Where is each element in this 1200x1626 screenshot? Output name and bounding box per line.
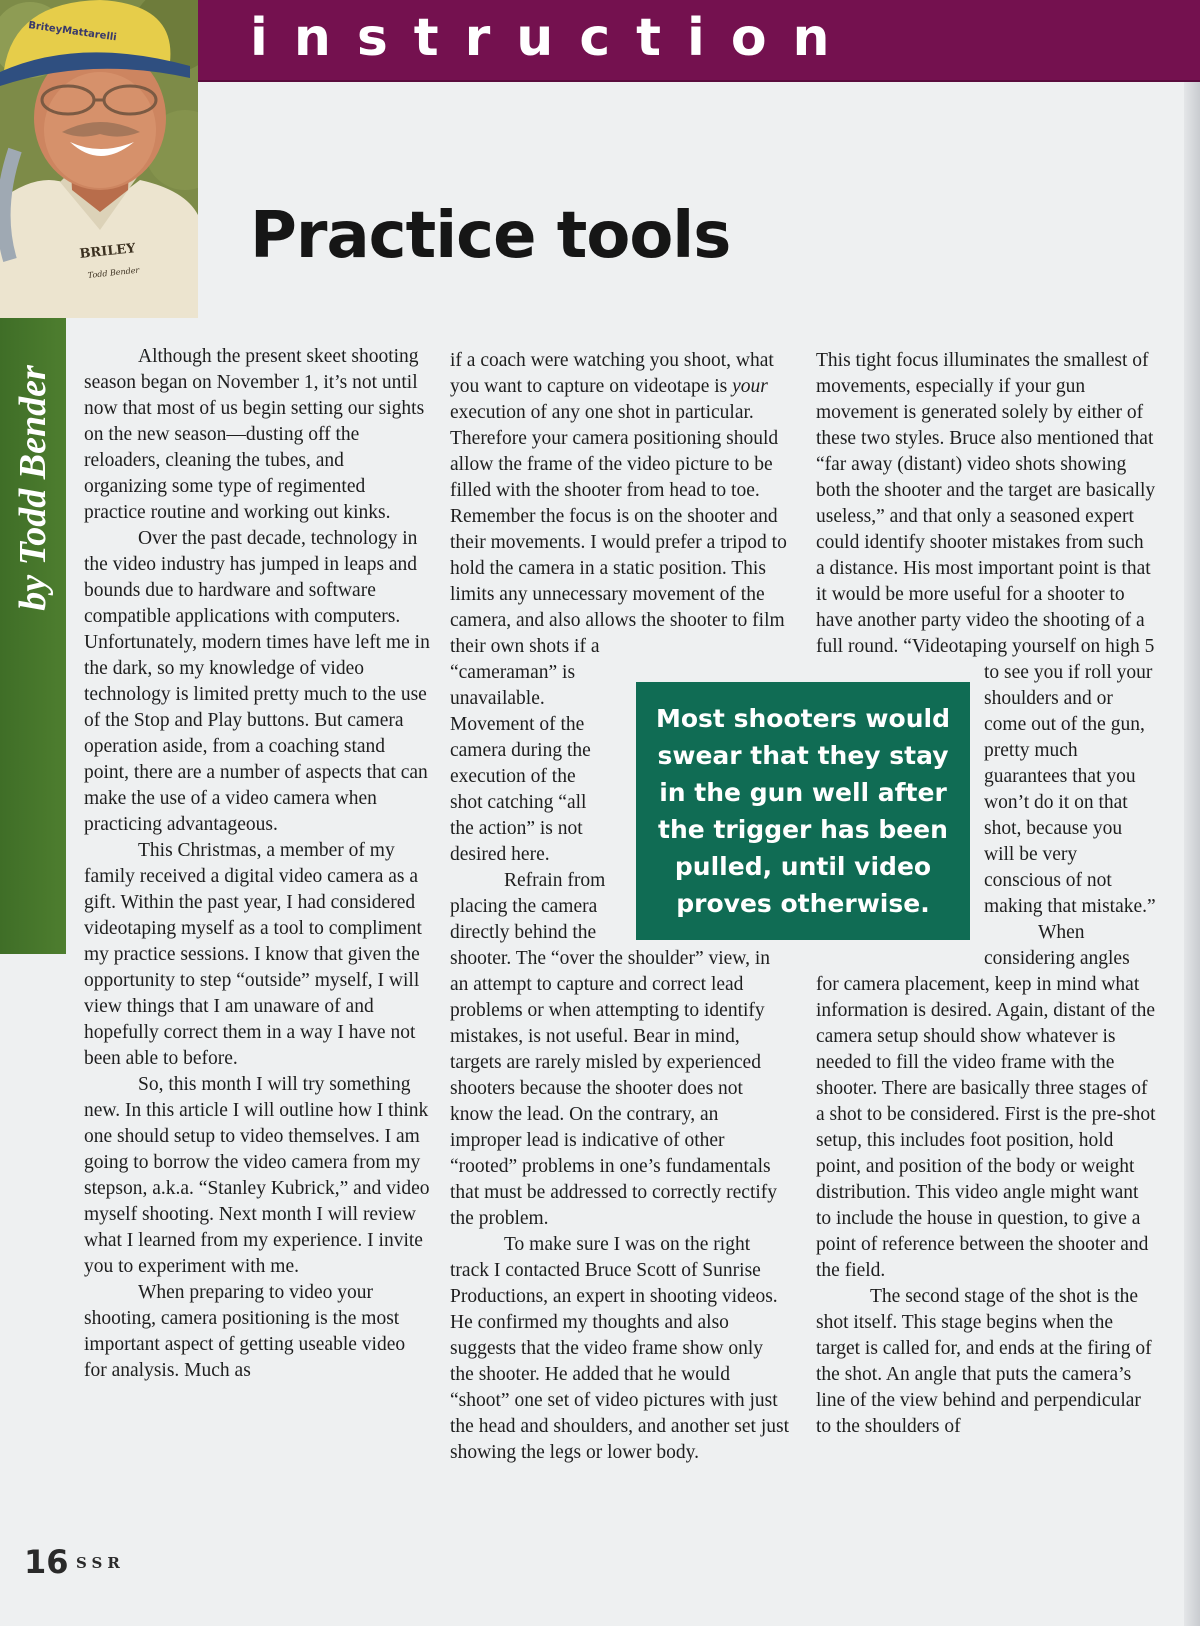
paragraph: Refrain from placing the camera directly behind the shooter. The “over the shoulder” view, in an attempt to capture and correct lead problems or when attempting to identify mistakes, is not useful. Bear in mind, targets are rarely misled by experienced shooters because the shooter does not know the lead. On the contrary, an improper lead is indicative of other “rooted” problems in one’s fundamentals that must be addressed to correctly rectify the problem. — [450, 870, 778, 1229]
author-portrait-illustration — [0, 0, 198, 318]
pull-quote — [636, 682, 970, 940]
cap-logo-text: BriteyMattarelli — [27, 20, 118, 44]
paragraph-text: if a coach were watching you shoot, what you want to capture on videotape is — [450, 350, 774, 397]
shirt-logo-text: BRILEY — [78, 241, 137, 262]
section-banner — [198, 0, 1200, 82]
paragraph: So, this month I will try something new. In this article I will outline how I think one should setup to video themselves. I am going to borrow the video camera from my stepson, a.k.a. “Stanley Kubrick,” and video myself shooting. Next month I will review what I learned from my experience. I invite you to experiment with me. — [84, 1074, 430, 1277]
paragraph-text: execution of any one shot in particular. Therefore your camera positioning should allow the frame of the video picture to be filled with the shooter from head to toe. Remember the focus is on the shooter and their movements. I would prefer a tripod to hold the camera in a static position. This limits any unnecessary movement of the camera, and also allows the shooter to film their own shots if a “cameraman” is unavailable. Movement of the camera during the execution of the shot catching “all the action” is not desired here. — [450, 402, 787, 865]
article-column-1 — [84, 344, 430, 1384]
author-byline: by Todd Bender — [12, 365, 54, 611]
magazine-name: SSR — [76, 1554, 125, 1572]
section-label: instruction — [250, 8, 856, 68]
article-title: Practice tools — [250, 199, 731, 273]
author-photo — [0, 0, 198, 318]
paragraph: When preparing to video your shooting, camera positioning is the most important aspect of getting useable video for analysis. Much as — [84, 1282, 406, 1381]
pull-quote-text: Most shooters would swear that they stay in the gun well after the trigger has been pulled, until video proves otherwise. — [656, 704, 950, 918]
page-edge — [1184, 0, 1200, 1626]
byline-container — [0, 318, 66, 658]
paragraph: Over the past decade, technology in the video industry has jumped in leaps and bounds due to hardware and software compatible applications with computers. Unfortunately, modern times have left me in the dark, so my knowledge of video technology is limited pretty much to the use of the Stop and Play buttons. But camera operation aside, from a coaching stand point, there are a number of aspects that can make the use of a video camera when practicing advantageous. — [84, 528, 430, 835]
paragraph: When considering angles for camera placement, keep in mind what information is desired. Again, distant of the camera setup should show whatever is needed to fill the video frame with the shooter. There are basically three stages of a shot to be considered. First is the pre-shot setup, this includes foot position, hold point, and position of the body or weight distribution. This video angle might want to include the house in question, to give a point of reference between the shooter and the field. — [816, 922, 1156, 1281]
paragraph: This Christmas, a member of my family received a digital video camera as a gift. Within the past year, I had considered videotaping myself as a tool to compliment my practice sessions. I know that given the opportunity to step “outside” myself, I will view things that I am unaware of and hopefully correct them in a way I have not been able to before. — [84, 840, 422, 1069]
paragraph: This tight focus illuminates the smallest of movements, especially if your gun movement is generated solely by either of these two styles. Bruce also mentioned that “far away (distant) video shots showing both the shooter and the target are basically useless,” and that only a seasoned expert could identify shooter mistakes from such a distance. His most important point is that it would be more useful for a shooter to have another party video the shooting of a full round. “Videotaping yourself on high 5 to see you if roll your shoulders and or come out of the gun, pretty much guarantees that you won’t do it on that shot, because you will be very conscious of not making that mistake.” — [816, 350, 1156, 917]
paragraph: The second stage of the shot is the shot itself. This stage begins when the target is called for, and ends at the firing of the shot. An angle that puts the camera’s line of the view behind and perpendicular to the shoulders of — [816, 1286, 1152, 1437]
page-number: 16 — [24, 1543, 69, 1581]
paragraph: To make sure I was on the right track I contacted Bruce Scott of Sunrise Productions, an expert in shooting videos. He confirmed my thoughts and also suggests that the video frame show only the shooter. He added that he would “shoot” one set of video pictures with just the head and shoulders, and another set just showing the legs or lower body. — [450, 1234, 789, 1463]
paragraph: Although the present skeet shooting season began on November 1, it’s not until now that most of us begin setting our sights on the new season—dusting off the reloaders, cleaning the tubes, and organizing some type of regimented practice routine and working out kinks. — [84, 346, 425, 523]
emphasis-text: your — [732, 376, 768, 397]
shirt-name-text: Todd Bender — [87, 265, 140, 280]
